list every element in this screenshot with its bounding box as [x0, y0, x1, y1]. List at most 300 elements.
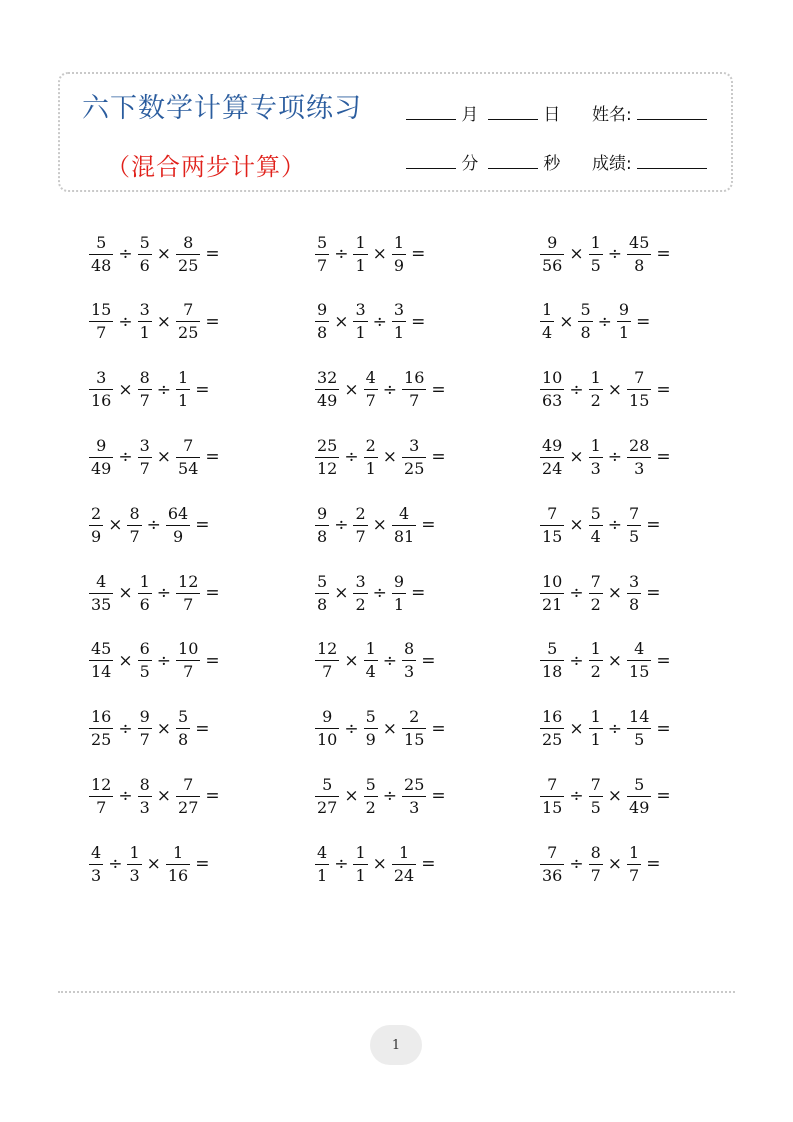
numerator: 1	[355, 232, 366, 252]
equals-sign: =	[195, 379, 210, 400]
divide-operator: ÷	[597, 311, 612, 332]
second-blank[interactable]	[488, 168, 538, 169]
divide-operator: ÷	[118, 244, 133, 264]
denominator: 4	[590, 526, 601, 546]
fraction	[89, 302, 113, 341]
time-minute-field[interactable]	[406, 149, 478, 174]
numerator: 5	[96, 232, 107, 252]
numerator: 1	[542, 300, 553, 320]
multiply-operator: ×	[156, 311, 172, 332]
multiply-operator: ×	[156, 447, 172, 468]
multiply-operator: ×	[607, 786, 623, 807]
numerator: 10	[542, 571, 563, 591]
fraction	[315, 774, 339, 817]
equals-sign: =	[656, 786, 671, 807]
numerator: 1	[172, 842, 184, 862]
denominator: 8	[317, 594, 328, 614]
fraction	[315, 435, 339, 478]
divide-operator: ÷	[118, 311, 133, 332]
denominator: 3	[590, 458, 601, 478]
denominator: 3	[404, 662, 415, 682]
numerator: 3	[355, 300, 366, 320]
fraction	[627, 503, 641, 546]
denominator: 14	[91, 662, 112, 682]
fraction	[540, 232, 564, 275]
numerator: 5	[317, 232, 328, 252]
denominator: 1	[393, 323, 405, 343]
denominator: 7	[365, 391, 376, 411]
equals-sign: =	[431, 447, 446, 468]
denominator: 56	[542, 255, 563, 275]
numerator: 15	[91, 300, 112, 320]
numerator: 9	[139, 707, 150, 727]
denominator: 2	[590, 391, 601, 411]
equals-sign: =	[431, 379, 446, 400]
denominator: 1	[355, 323, 366, 343]
numerator: 5	[547, 639, 558, 659]
denominator: 8	[317, 323, 328, 343]
score-label: 成绩:	[592, 154, 632, 174]
fraction	[578, 302, 592, 341]
multiply-operator: ×	[156, 718, 172, 739]
numerator: 7	[629, 503, 640, 523]
denominator: 1	[365, 458, 376, 478]
divide-operator: ÷	[334, 244, 349, 264]
fraction	[392, 302, 406, 341]
multiply-operator: ×	[569, 515, 584, 536]
denominator: 5	[139, 662, 150, 682]
denominator: 63	[542, 391, 563, 411]
fraction	[589, 641, 603, 680]
numerator: 45	[91, 639, 112, 659]
denominator: 27	[317, 797, 338, 817]
numerator: 8	[183, 232, 194, 252]
math-problem	[88, 571, 224, 615]
fraction	[540, 503, 564, 546]
denominator: 49	[629, 797, 650, 817]
fraction	[540, 709, 564, 748]
denominator: 25	[542, 730, 563, 750]
denominator: 8	[629, 594, 640, 614]
name-label: 姓名:	[592, 105, 632, 125]
fraction	[89, 370, 113, 409]
numerator: 1	[365, 639, 376, 659]
minute-blank[interactable]	[406, 168, 456, 169]
numerator: 8	[590, 842, 601, 862]
denominator: 1	[355, 255, 366, 275]
minute-label: 分	[461, 154, 479, 174]
denominator: 7	[629, 865, 640, 885]
numerator: 5	[365, 707, 376, 727]
fraction	[353, 302, 367, 341]
numerator: 32	[317, 368, 338, 388]
fraction	[127, 842, 141, 885]
worksheet-header	[58, 72, 733, 192]
denominator: 35	[91, 594, 112, 614]
footer-divider	[58, 991, 735, 993]
fraction	[353, 842, 367, 885]
fraction	[166, 503, 190, 546]
numerator: 1	[590, 639, 601, 659]
denominator: 25	[404, 458, 425, 478]
multiply-operator: ×	[372, 515, 387, 536]
fraction	[138, 571, 152, 614]
divide-operator: ÷	[569, 379, 584, 400]
fraction	[176, 709, 190, 748]
multiply-operator: ×	[344, 650, 359, 671]
multiply-operator: ×	[334, 311, 349, 332]
fraction	[392, 232, 406, 275]
numerator: 5	[590, 503, 601, 523]
fraction	[89, 774, 113, 817]
multiply-operator: ×	[372, 244, 387, 264]
fraction	[353, 503, 367, 546]
denominator: 7	[129, 526, 140, 546]
worksheet-title: 六下数学计算专项练习	[82, 93, 362, 124]
equals-sign: =	[431, 718, 446, 739]
fraction	[540, 435, 564, 478]
numerator: 7	[590, 571, 601, 591]
fraction	[540, 302, 554, 341]
equals-sign: =	[646, 854, 661, 875]
equals-sign: =	[421, 515, 436, 536]
divide-operator: ÷	[334, 854, 349, 875]
numerator: 14	[629, 707, 650, 727]
math-problem	[539, 232, 675, 276]
math-problem	[314, 707, 450, 751]
denominator: 7	[402, 389, 426, 409]
denominator: 9	[365, 730, 376, 750]
denominator: 24	[542, 458, 563, 478]
multiply-operator: ×	[607, 583, 623, 603]
numerator: 3	[96, 368, 107, 388]
score-blank[interactable]	[637, 168, 707, 169]
date-day-field[interactable]	[488, 100, 560, 125]
denominator: 25	[178, 255, 199, 275]
fraction	[627, 709, 651, 748]
equals-sign: =	[656, 718, 671, 739]
denominator: 10	[317, 730, 338, 750]
denominator: 15	[629, 391, 650, 411]
divide-operator: ÷	[334, 515, 349, 536]
fraction	[89, 641, 113, 680]
divide-operator: ÷	[607, 447, 623, 468]
multiply-operator: ×	[382, 718, 398, 739]
numerator: 3	[409, 435, 420, 455]
math-problem	[539, 503, 664, 547]
math-problem	[88, 707, 213, 751]
multiply-operator: ×	[118, 583, 133, 603]
fraction	[402, 370, 426, 409]
fraction	[315, 709, 339, 748]
fraction	[364, 774, 378, 817]
fraction	[589, 503, 603, 546]
denominator: 18	[542, 662, 563, 682]
numerator: 1	[178, 368, 189, 388]
denominator: 3	[139, 797, 150, 817]
denominator: 9	[393, 255, 405, 275]
denominator: 7	[315, 660, 339, 680]
denominator: 7	[139, 458, 150, 478]
numerator: 4	[317, 842, 328, 862]
numerator: 12	[178, 571, 199, 591]
denominator: 8	[580, 323, 591, 343]
fraction	[392, 503, 416, 546]
numerator: 5	[178, 707, 189, 727]
denominator: 48	[91, 255, 112, 275]
numerator: 12	[91, 774, 112, 794]
numerator: 16	[91, 707, 112, 727]
month-blank[interactable]	[406, 119, 456, 120]
numerator: 1	[590, 435, 601, 455]
fraction	[364, 709, 378, 748]
equals-sign: =	[421, 650, 436, 671]
math-problem	[314, 435, 450, 479]
fraction	[176, 435, 200, 478]
multiply-operator: ×	[607, 379, 623, 400]
denominator: 7	[139, 730, 150, 750]
numerator: 28	[629, 435, 650, 455]
fraction	[176, 571, 200, 614]
multiply-operator: ×	[344, 379, 359, 400]
denominator: 49	[91, 458, 112, 478]
fraction	[402, 435, 426, 478]
math-problem	[314, 774, 450, 818]
denominator: 3	[91, 865, 102, 885]
day-blank[interactable]	[488, 119, 538, 120]
denominator: 7	[89, 796, 113, 816]
multiply-operator: ×	[108, 515, 123, 536]
fraction	[176, 232, 200, 275]
math-problem	[539, 435, 675, 479]
fraction	[627, 641, 651, 680]
divide-operator: ÷	[382, 379, 398, 400]
denominator: 1	[393, 594, 405, 614]
numerator: 25	[317, 435, 338, 455]
divide-operator: ÷	[156, 379, 172, 400]
fraction	[627, 571, 641, 614]
denominator: 9	[166, 525, 190, 545]
divide-operator: ÷	[146, 515, 161, 536]
fraction	[176, 302, 200, 341]
divide-operator: ÷	[382, 786, 398, 807]
fraction	[589, 435, 603, 478]
denominator: 3	[129, 865, 140, 885]
month-label: 月	[461, 105, 479, 125]
numerator: 7	[547, 503, 558, 523]
name-field[interactable]	[592, 100, 707, 125]
math-problem	[88, 639, 224, 683]
math-problem	[539, 300, 654, 344]
divide-operator: ÷	[156, 650, 172, 671]
fraction	[89, 435, 113, 478]
denominator: 1	[355, 865, 366, 885]
denominator: 1	[317, 865, 328, 885]
equals-sign: =	[656, 447, 671, 468]
divide-operator: ÷	[569, 786, 584, 807]
divide-operator: ÷	[118, 786, 133, 807]
numerator: 4	[96, 571, 107, 591]
fraction	[315, 302, 329, 341]
equals-sign: =	[421, 854, 436, 875]
divide-operator: ÷	[569, 583, 584, 603]
equals-sign: =	[205, 786, 220, 807]
numerator: 5	[634, 774, 645, 794]
numerator: 7	[590, 774, 601, 794]
numerator: 9	[618, 300, 630, 320]
divide-operator: ÷	[108, 854, 123, 875]
denominator: 8	[317, 526, 328, 546]
time-second-field[interactable]	[488, 149, 560, 174]
score-field[interactable]	[592, 149, 707, 174]
fraction	[315, 571, 329, 614]
fraction	[540, 571, 564, 614]
fraction	[176, 370, 190, 409]
fraction	[589, 709, 603, 748]
denominator: 49	[317, 391, 338, 411]
fraction	[627, 370, 651, 409]
equals-sign: =	[205, 311, 220, 332]
denominator: 25	[91, 730, 112, 750]
fraction	[364, 370, 378, 409]
numerator: 16	[404, 368, 425, 388]
multiply-operator: ×	[569, 718, 584, 739]
fraction	[127, 503, 141, 546]
fraction	[392, 571, 406, 614]
fraction	[315, 370, 339, 409]
divide-operator: ÷	[569, 650, 584, 671]
multiply-operator: ×	[156, 244, 172, 264]
fraction	[627, 232, 651, 275]
date-month-field[interactable]	[406, 100, 478, 125]
multiply-operator: ×	[156, 786, 172, 807]
fraction	[315, 641, 339, 680]
fraction	[89, 709, 113, 748]
numerator: 10	[178, 639, 199, 659]
second-label: 秒	[543, 154, 561, 174]
equals-sign: =	[205, 244, 220, 264]
math-problem	[539, 571, 664, 615]
equals-sign: =	[646, 583, 661, 603]
fraction	[138, 641, 152, 680]
numerator: 3	[393, 300, 405, 320]
denominator: 7	[317, 255, 328, 275]
denominator: 6	[139, 594, 150, 614]
denominator: 1	[590, 730, 601, 750]
numerator: 12	[317, 639, 338, 659]
equals-sign: =	[656, 379, 671, 400]
math-problem	[314, 503, 439, 547]
multiply-operator: ×	[569, 447, 584, 468]
math-problem	[314, 842, 439, 886]
fraction	[540, 641, 564, 680]
denominator: 8	[627, 254, 651, 274]
denominator: 4	[542, 323, 553, 343]
denominator: 2	[590, 662, 601, 682]
numerator: 1	[398, 842, 410, 862]
fraction	[402, 709, 426, 748]
divide-operator: ÷	[382, 650, 398, 671]
denominator: 7	[176, 593, 200, 613]
divide-operator: ÷	[344, 447, 359, 468]
fraction	[176, 641, 200, 680]
numerator: 6	[139, 639, 150, 659]
numerator: 1	[129, 842, 140, 862]
math-problem	[314, 368, 450, 412]
numerator: 5	[317, 571, 328, 591]
numerator: 3	[629, 571, 640, 591]
day-label: 日	[543, 105, 561, 125]
numerator: 1	[355, 842, 366, 862]
equals-sign: =	[636, 311, 651, 332]
numerator: 2	[409, 707, 420, 727]
fraction	[138, 370, 152, 409]
denominator: 7	[139, 391, 150, 411]
numerator: 7	[183, 435, 194, 455]
equals-sign: =	[411, 311, 426, 332]
numerator: 1	[590, 707, 601, 727]
denominator: 2	[365, 797, 376, 817]
math-problem	[314, 300, 429, 344]
fraction	[89, 232, 113, 275]
math-problem	[88, 300, 224, 344]
equals-sign: =	[205, 583, 220, 603]
equals-sign: =	[411, 244, 426, 264]
divide-operator: ÷	[344, 718, 359, 739]
numerator: 7	[634, 368, 645, 388]
denominator: 3	[627, 457, 651, 477]
equals-sign: =	[205, 447, 220, 468]
numerator: 9	[547, 232, 558, 252]
fraction	[589, 571, 603, 614]
equals-sign: =	[195, 854, 210, 875]
numerator: 9	[322, 707, 333, 727]
denominator: 2	[590, 594, 601, 614]
fraction	[315, 232, 329, 275]
denominator: 24	[393, 865, 415, 885]
denominator: 16	[167, 865, 189, 885]
numerator: 1	[590, 368, 601, 388]
numerator: 2	[91, 503, 102, 523]
name-blank[interactable]	[637, 119, 707, 120]
math-problem	[539, 707, 675, 751]
fraction	[402, 641, 416, 680]
math-problem	[88, 503, 213, 547]
equals-sign: =	[431, 786, 446, 807]
fraction	[315, 503, 329, 546]
fraction	[353, 232, 367, 275]
numerator: 9	[96, 435, 107, 455]
multiply-operator: ×	[559, 311, 574, 332]
equals-sign: =	[195, 515, 210, 536]
denominator: 16	[91, 391, 112, 411]
multiply-operator: ×	[118, 379, 133, 400]
denominator: 7	[89, 321, 113, 341]
problem-grid	[88, 232, 708, 912]
multiply-operator: ×	[607, 854, 623, 875]
fraction	[89, 571, 113, 614]
denominator: 12	[317, 458, 338, 478]
numerator: 8	[404, 639, 415, 659]
divide-operator: ÷	[156, 583, 172, 603]
numerator: 2	[355, 503, 366, 523]
numerator: 8	[129, 503, 140, 523]
numerator: 9	[393, 571, 405, 591]
numerator: 7	[183, 300, 194, 320]
fraction	[589, 842, 603, 885]
fraction	[589, 232, 603, 275]
multiply-operator: ×	[118, 650, 133, 671]
